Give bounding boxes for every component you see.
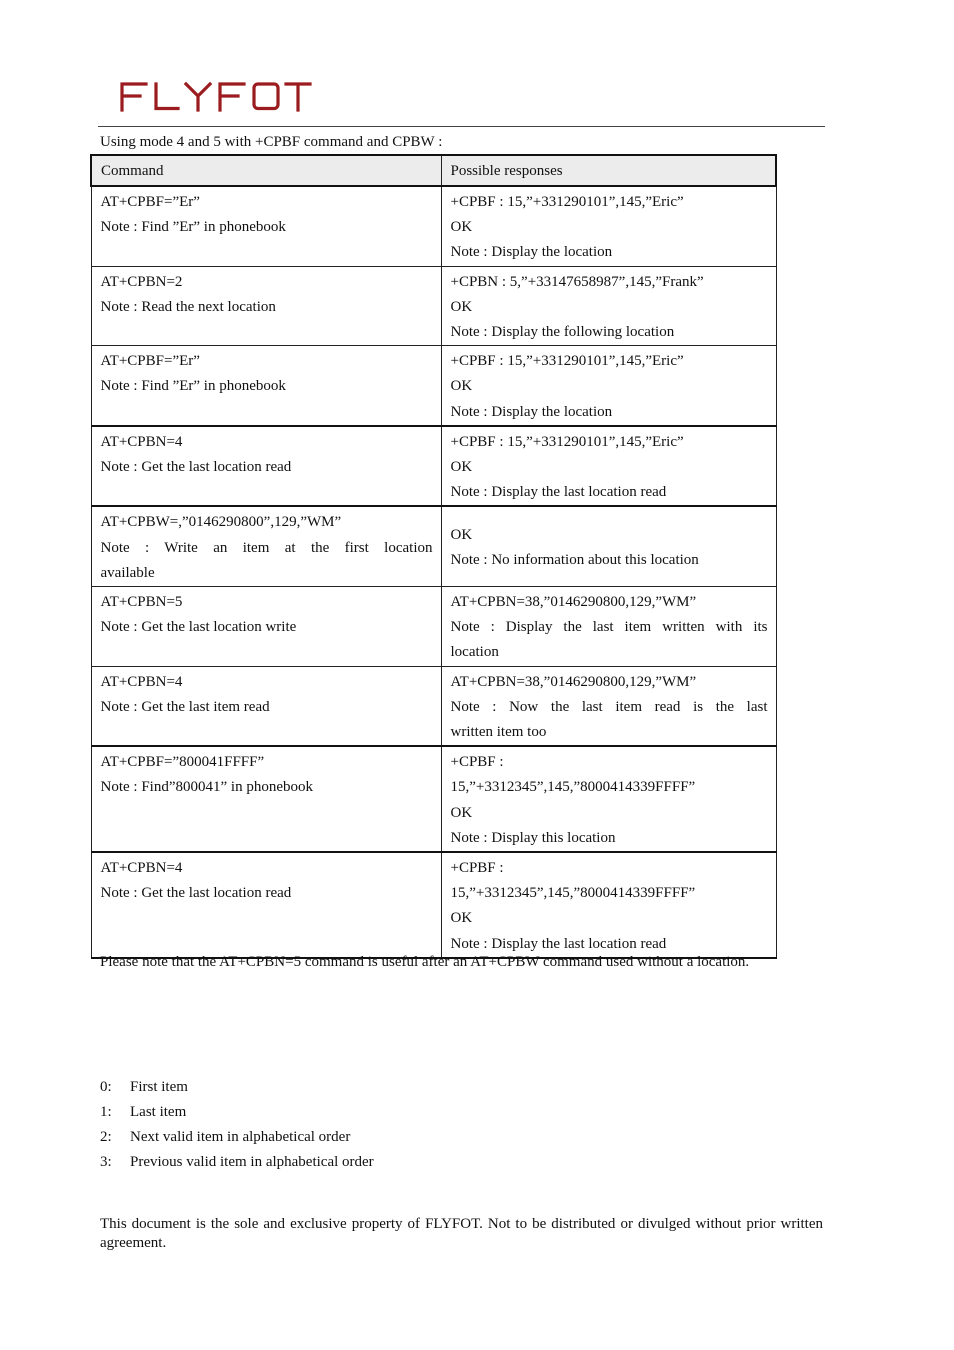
response-line: OK <box>450 804 473 821</box>
header-rule <box>98 126 825 127</box>
response-note: Note : Now the last item read is the last <box>450 698 768 715</box>
table-header-row <box>91 155 776 186</box>
response-cell <box>441 426 776 507</box>
command-note: Note : Get the last location read <box>100 885 292 902</box>
list-item-text: Last item <box>130 1104 187 1120</box>
list-item <box>100 1100 374 1125</box>
list-item-number: 2: <box>100 1129 112 1145</box>
response-line: OK <box>450 910 473 927</box>
response-note: Note : No information about this location <box>450 552 699 569</box>
command-note: Note : Get the last location read <box>100 459 292 476</box>
response-line: OK <box>450 527 473 544</box>
response-cell <box>441 666 776 746</box>
table-row <box>91 186 776 266</box>
list-item-number: 3: <box>100 1154 112 1170</box>
table-row <box>91 506 776 586</box>
response-cell <box>441 186 776 266</box>
command-text: AT+CPBN=5 <box>100 594 183 611</box>
table-row <box>91 426 776 507</box>
response-line: +CPBF : 15,”+331290101”,145,”Eric” <box>450 433 684 450</box>
command-text: AT+CPBF=”Er” <box>100 353 200 370</box>
flyfot-logo <box>120 80 312 112</box>
response-note: Note : Display the last item written with its <box>450 619 768 636</box>
command-text: AT+CPBW=,”0146290800”,129,”WM” <box>100 514 342 531</box>
response-cell <box>441 746 776 852</box>
list-item <box>100 1150 374 1175</box>
command-note: Note : Get the last location write <box>100 619 297 636</box>
table-row <box>91 852 776 958</box>
response-line: AT+CPBN=38,”0146290800,129,”WM” <box>450 673 697 690</box>
command-text: AT+CPBF=”Er” <box>100 194 200 210</box>
response-note: Note : Display the location <box>450 244 613 261</box>
table-row <box>91 587 776 667</box>
table-row <box>91 666 776 746</box>
response-line: +CPBN : 5,”+33147658987”,145,”Frank” <box>450 273 704 290</box>
response-line: AT+CPBN=38,”0146290800,129,”WM” <box>450 594 697 611</box>
mode-list <box>100 1075 374 1175</box>
command-cell <box>91 266 441 346</box>
footer-notice: This document is the sole and exclusive property of FLYFOT. Not to be distributed or divulged without prior written agreement. <box>100 1216 823 1251</box>
command-note-continued: available <box>100 564 155 581</box>
list-item-number: 1: <box>100 1104 112 1120</box>
response-line: OK <box>450 459 473 476</box>
response-line: 15,”+3312345”,145,”8000414339FFFF” <box>450 885 696 902</box>
response-cell <box>441 506 776 586</box>
list-item-text: Next valid item in alphabetical order <box>130 1129 351 1145</box>
list-item-number: 0: <box>100 1079 112 1095</box>
list-item-text: First item <box>130 1079 188 1095</box>
response-note-continued: written item too <box>450 724 547 741</box>
intro-text: Using mode 4 and 5 with +CPBF command and CPBW : <box>100 134 443 150</box>
response-cell <box>441 266 776 346</box>
table-row <box>91 746 776 852</box>
response-note: Note : Display the last location read <box>450 935 667 952</box>
command-text: AT+CPBN=2 <box>100 273 183 290</box>
response-note-continued: location <box>450 644 499 661</box>
command-cell <box>91 666 441 746</box>
response-line: 15,”+3312345”,145,”8000414339FFFF” <box>450 779 696 796</box>
column-header-command: Command <box>91 155 441 186</box>
command-note: Note : Read the next location <box>100 298 276 315</box>
command-note: Note : Get the last item read <box>100 698 270 715</box>
response-note: Note : Display this location <box>450 829 616 846</box>
command-note: Note : Find ”Er” in phonebook <box>100 219 286 236</box>
command-text: AT+CPBN=4 <box>100 673 183 690</box>
command-text: AT+CPBF=”800041FFFF” <box>100 754 265 771</box>
response-cell <box>441 587 776 667</box>
command-cell <box>91 746 441 852</box>
command-text: AT+CPBN=4 <box>100 860 183 877</box>
command-cell <box>91 346 441 426</box>
response-line: +CPBF : <box>450 860 504 877</box>
table-row <box>91 266 776 346</box>
list-item-text: Previous valid item in alphabetical order <box>130 1154 374 1170</box>
command-note: Note : Find ”Er” in phonebook <box>100 378 286 395</box>
response-note: Note : Display the following location <box>450 324 675 341</box>
list-item <box>100 1125 374 1150</box>
response-line: +CPBF : 15,”+331290101”,145,”Eric” <box>450 194 684 210</box>
note-paragraph: Please note that the AT+CPBN=5 command is useful after an AT+CPBW command used without a location. <box>100 954 750 970</box>
command-cell <box>91 186 441 266</box>
command-table <box>90 154 777 959</box>
response-note: Note : Display the last location read <box>450 484 667 501</box>
column-header-responses: Possible responses <box>441 155 776 186</box>
response-line: OK <box>450 378 473 395</box>
response-line: +CPBF : 15,”+331290101”,145,”Eric” <box>450 353 684 370</box>
command-note: Note : Find”800041” in phonebook <box>100 779 313 796</box>
response-line: OK <box>450 298 473 315</box>
table-row <box>91 346 776 426</box>
response-cell <box>441 346 776 426</box>
response-line: OK <box>450 219 473 236</box>
command-cell <box>91 426 441 507</box>
command-text: AT+CPBN=4 <box>100 433 183 450</box>
response-cell <box>441 852 776 958</box>
command-note: Note : Write an item at the first location <box>100 539 433 556</box>
response-line: +CPBF : <box>450 754 504 771</box>
list-item <box>100 1075 374 1100</box>
command-cell <box>91 852 441 958</box>
response-note: Note : Display the location <box>450 403 613 420</box>
command-cell <box>91 506 441 586</box>
command-cell <box>91 587 441 667</box>
